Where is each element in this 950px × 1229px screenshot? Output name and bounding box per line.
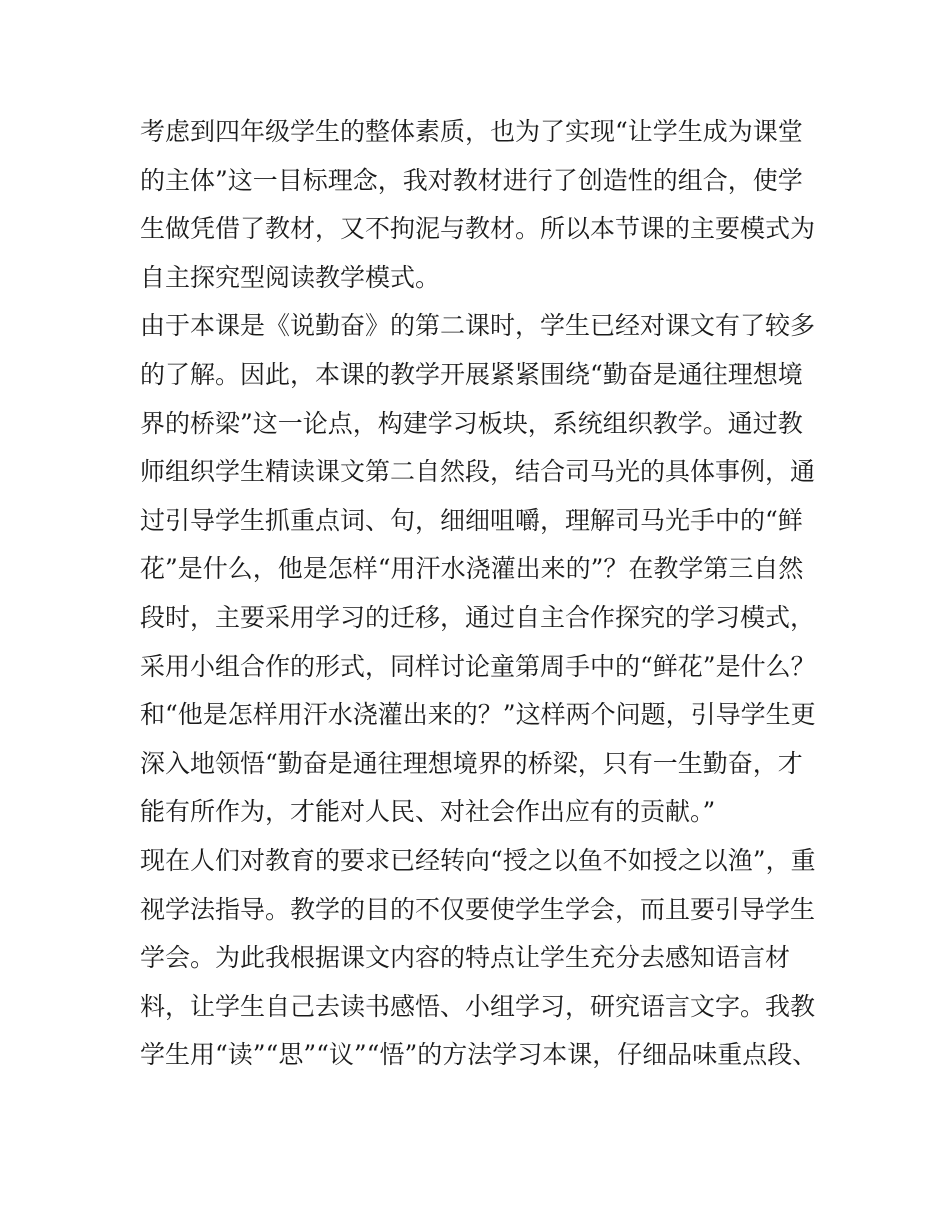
text-line: 的了解。因此，本课的教学开展紧紧围绕“勤奋是通往理想境 bbox=[140, 359, 803, 389]
text-line: 视学法指导。教学的目的不仅要使学生学会，而且要引导学生 bbox=[140, 894, 816, 924]
paragraph-3 bbox=[140, 837, 820, 1080]
text-line: 段时，主要采用学习的迁移，通过自主合作探究的学习模式， bbox=[140, 602, 816, 632]
text-line: 花”是什么，他是怎样“用汗水浇灌出来的”？在教学第三自然 bbox=[140, 554, 804, 584]
text-line: 生做凭借了教材，又不拘泥与教材。所以本节课的主要模式为 bbox=[140, 214, 816, 244]
text-line: 师组织学生精读课文第二自然段，结合司马光的具体事例，通 bbox=[140, 457, 816, 487]
text-line: 过引导学生抓重点词、句，细细咀嚼，理解司马光手中的“鲜 bbox=[140, 505, 803, 535]
text-line: 学会。为此我根据课文内容的特点让学生充分去感知语言材 bbox=[140, 943, 791, 973]
text-line: 能有所作为，才能对人民、对社会作出应有的贡献。” bbox=[140, 797, 716, 827]
paragraph-2 bbox=[140, 302, 820, 837]
text-line: 自主探究型阅读教学模式。 bbox=[140, 262, 441, 292]
text-line: 学生用“读”“思”“议”“悟”的方法学习本课，仔细品味重点段、 bbox=[140, 1040, 818, 1070]
text-line: 考虑到四年级学生的整体素质，也为了实现“让学生成为课堂 bbox=[140, 117, 803, 146]
text-line: 采用小组合作的形式，同样讨论童第周手中的“鲜花”是什么？ bbox=[140, 651, 816, 681]
text-line: 和“他是怎样用汗水浇灌出来的？”这样两个问题，引导学生更 bbox=[140, 700, 816, 730]
text-line: 界的桥梁”这一论点，构建学习板块，系统组织教学。通过教 bbox=[140, 408, 803, 438]
text-line: 料，让学生自己去读书感悟、小组学习，研究语言文字。我教 bbox=[140, 991, 816, 1021]
text-line: 现在人们对教育的要求已经转向“授之以鱼不如授之以渔”，重 bbox=[140, 845, 816, 875]
text-line: 的主体”这一目标理念，我对教材进行了创造性的组合，使学 bbox=[140, 165, 803, 195]
text-line: 深入地领悟“勤奋是通往理想境界的桥梁，只有一生勤奋，才 bbox=[140, 748, 803, 778]
paragraph-1 bbox=[140, 108, 820, 302]
document-body bbox=[140, 108, 820, 1080]
text-line: 由于本课是《说勤奋》的第二课时，学生已经对课文有了较多 bbox=[140, 311, 816, 341]
